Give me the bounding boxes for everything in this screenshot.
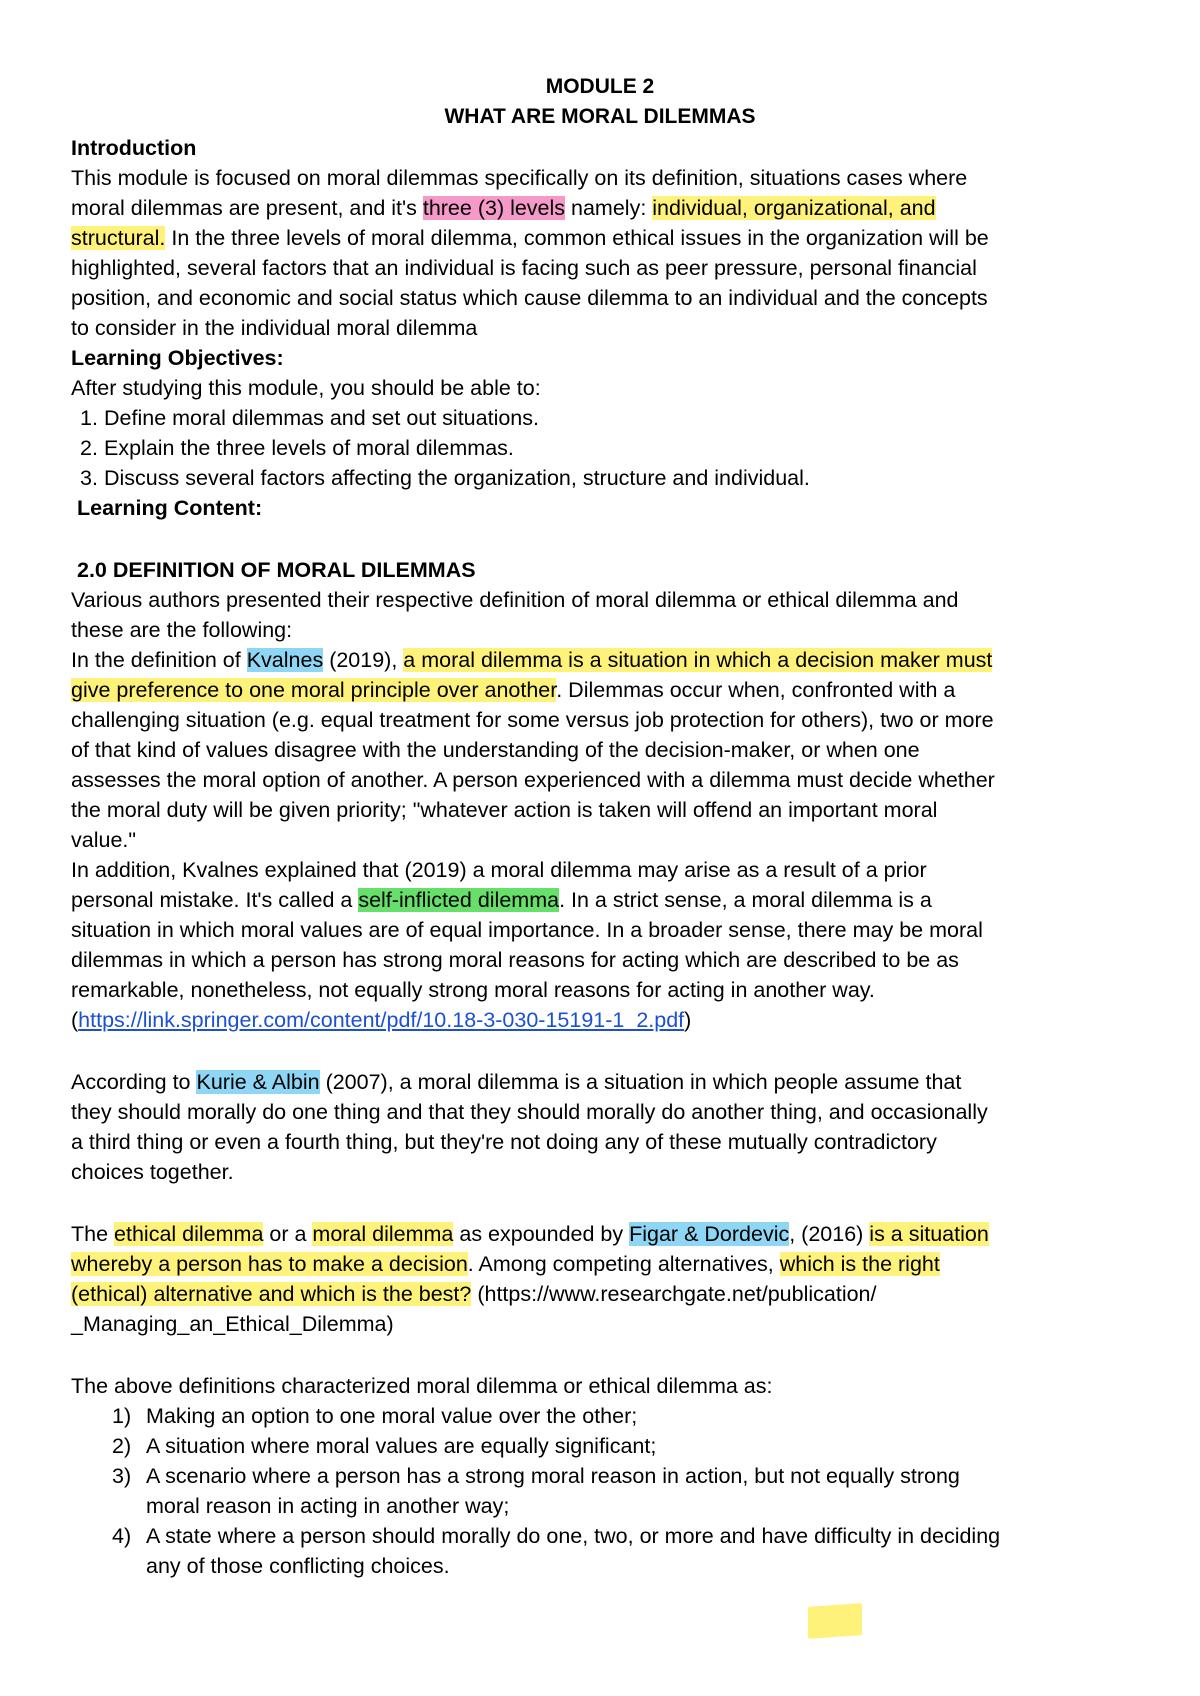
paragraph-line: of that kind of values disagree with the understanding of the decision-maker, or when one [71,738,920,762]
list-lead: The above definitions characterized moral dilemma or ethical dilemma as: [71,1374,773,1398]
highlight-definition: a moral dilemma is a situation in which a decision maker must [403,648,993,672]
paragraph-line: assesses the moral option of another. A person experienced with a dilemma must decide whether [71,768,995,792]
intro-line: moral dilemmas are present, and it's three (3) levels namely: individual, organizational, and [71,196,936,220]
section-heading: 2.0 DEFINITION OF MORAL DILEMMAS [77,558,476,582]
paragraph-line: (ethical) alternative and which is the best? (https://www.researchgate.net/publication/ [71,1282,877,1306]
objective-item: 2. Explain the three levels of moral dilemmas. [80,436,514,460]
objective-item: 3. Discuss several factors affecting the organization, structure and individual. [80,466,810,490]
paragraph-line: situation in which moral values are of equal importance. In a broader sense, there may be moral [71,918,983,942]
highlight-mark [808,1603,862,1639]
highlight-author-kurie: Kurie & Albin [196,1070,320,1094]
highlight-right-alternative: (ethical) alternative and which is the best? [71,1282,472,1306]
paragraph-line: whereby a person has to make a decision. Among competing alternatives, which is the right [71,1252,940,1276]
paragraph-line: (https://link.springer.com/content/pdf/10.18-3-030-15191-1_2.pdf) [71,1008,692,1032]
intro-line: position, and economic and social status which cause dilemma to an individual and the concepts [71,286,988,310]
list-item: 1) Making an option to one moral value over the other; [112,1404,638,1428]
springer-link[interactable]: https://link.springer.com/content/pdf/10.18-3-030-15191-1_2.pdf [78,1008,685,1032]
paragraph-line: In addition, Kvalnes explained that (2019) a moral dilemma may arise as a result of a prior [71,858,927,882]
highlight-ethical-dilemma: ethical dilemma [114,1222,264,1246]
highlight-author-figar: Figar & Dordevic [629,1222,790,1246]
highlight-self-inflicted: self-inflicted dilemma [358,888,560,912]
paragraph-line: The ethical dilemma or a moral dilemma as expounded by Figar & Dordevic, (2016) is a situation [71,1222,989,1246]
highlight-right-alternative: which is the right [779,1252,940,1276]
intro-line: This module is focused on moral dilemmas specifically on its definition, situations cases where [71,166,968,190]
list-item-continuation: moral reason in acting in another way; [146,1494,510,1518]
highlight-definition: give preference to one moral principle over another [71,678,557,702]
intro-line: highlighted, several factors that an individual is facing such as peer pressure, personal financial [71,256,977,280]
intro-line: to consider in the individual moral dilemma [71,316,478,340]
objectives-heading: Learning Objectives: [71,346,284,370]
paragraph-line: challenging situation (e.g. equal treatment for some versus job protection for others), two or more [71,708,994,732]
list-item-continuation: any of those conflicting choices. [146,1554,450,1578]
paragraph-line: the moral duty will be given priority; "whatever action is taken will offend an important moral [71,798,938,822]
paragraph-line: value." [71,828,137,852]
objective-item: 1. Define moral dilemmas and set out situations. [80,406,539,430]
paragraph-line: According to Kurie & Albin (2007), a moral dilemma is a situation in which people assume that [71,1070,962,1094]
paragraph-line: personal mistake. It's called a self-inflicted dilemma. In a strict sense, a moral dilemma is a [71,888,932,912]
intro-heading: Introduction [71,136,197,160]
list-item: 2) A situation where moral values are equally significant; [112,1434,657,1458]
highlight-author-kvalnes: Kvalnes [246,648,324,672]
paragraph-line: these are the following: [71,618,293,642]
content-heading: Learning Content: [77,496,263,520]
paragraph-line: give preference to one moral principle over another. Dilemmas occur when, confronted with a [71,678,956,702]
paragraph-line: choices together. [71,1160,234,1184]
list-item: 4) A state where a person should morally do one, two, or more and have difficulty in deciding [112,1524,1001,1548]
highlight-levels-list: individual, organizational, and [652,196,936,220]
objectives-lead: After studying this module, you should be able to: [71,376,541,400]
page-title: WHAT ARE MORAL DILEMMAS [444,105,756,128]
list-item: 3) A scenario where a person has a strong moral reason in action, but not equally strong [112,1464,960,1488]
paragraph-line: remarkable, nonetheless, not equally strong moral reasons for acting in another way. [71,978,875,1002]
intro-line: structural. In the three levels of moral dilemma, common ethical issues in the organization will be [71,226,989,250]
paragraph-line: In the definition of Kvalnes (2019), a moral dilemma is a situation in which a decision maker must [71,648,993,672]
paragraph-line: dilemmas in which a person has strong moral reasons for acting which are described to be as [71,948,959,972]
highlight-three-levels: three (3) levels [422,196,566,220]
paragraph-line: a third thing or even a fourth thing, but they're not doing any of these mutually contradictory [71,1130,937,1154]
paragraph-line: _Managing_an_Ethical_Dilemma) [71,1312,394,1336]
highlight-structural: structural. [71,226,166,250]
paragraph-line: Various authors presented their respective definition of moral dilemma or ethical dilemma and [71,588,959,612]
highlight-situation: is a situation [869,1222,989,1246]
highlight-moral-dilemma: moral dilemma [312,1222,454,1246]
paragraph-line: they should morally do one thing and that they should morally do another thing, and occasionally [71,1100,988,1124]
highlight-situation: whereby a person has to make a decision [71,1252,468,1276]
module-number: MODULE 2 [545,75,655,98]
